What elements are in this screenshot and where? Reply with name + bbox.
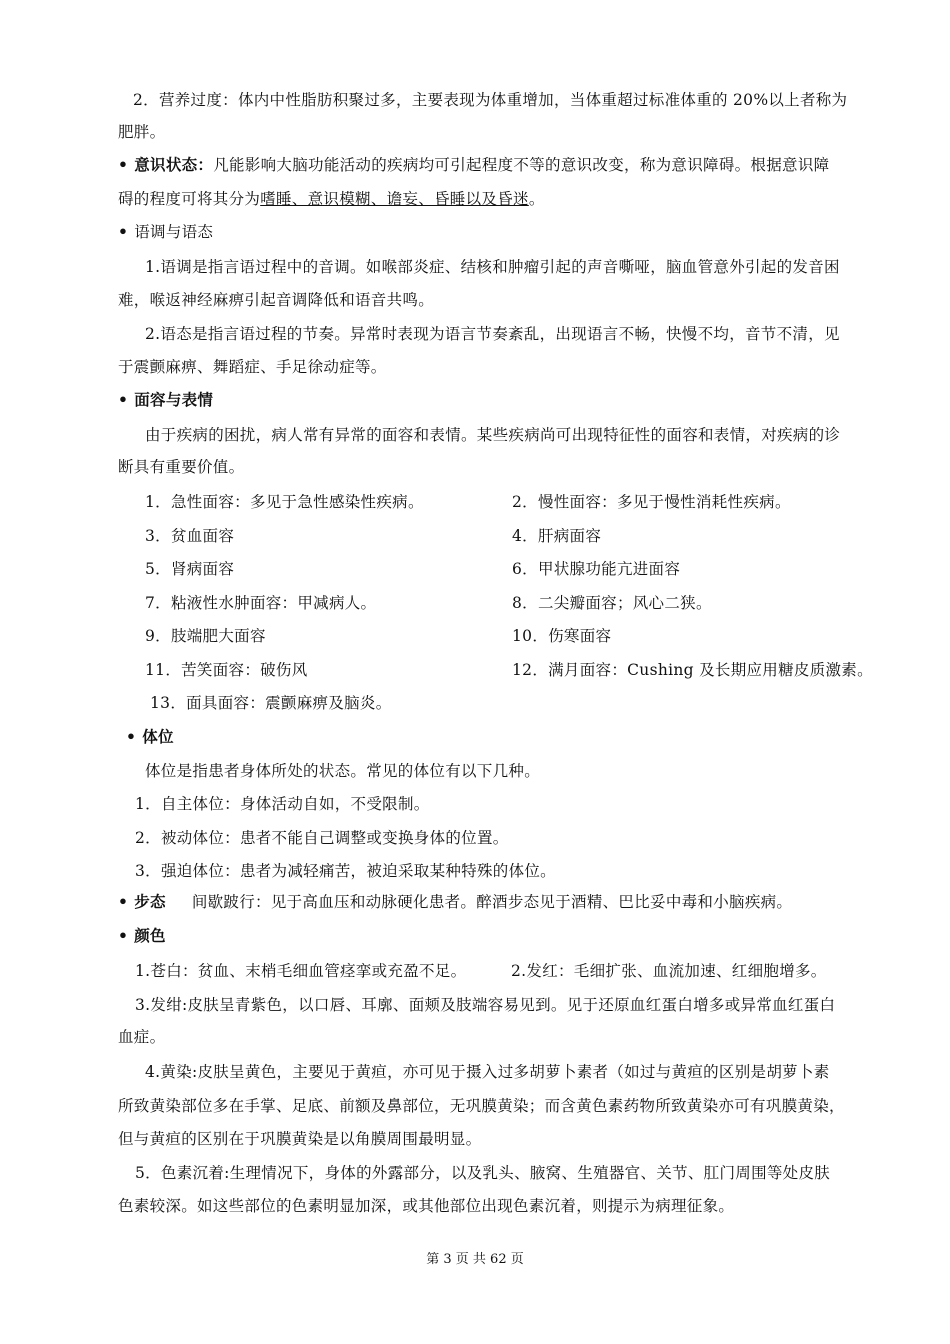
- paragraph-line: 断具有重要价值。: [118, 458, 245, 476]
- face-list-row: [145, 491, 905, 513]
- bullet-icon: •: [118, 222, 129, 241]
- paragraph-text: 。: [528, 190, 545, 208]
- list-item: 2．被动体位：患者不能自己调整或变换身体的位置。: [135, 829, 509, 847]
- list-item: 1．自主体位：身体活动自如，不受限制。: [135, 795, 430, 813]
- face-list-row: [145, 558, 905, 580]
- paragraph-text: 碍的程度可将其分为: [118, 190, 261, 208]
- paragraph-line: 4.黄染:皮肤呈黄色，主要见于黄疸，亦可见于摄入过多胡萝卜素者（如过与黄疸的区别是胡萝卜素: [145, 1063, 830, 1081]
- face-list-row: [145, 625, 905, 647]
- bullet-icon: •: [118, 155, 129, 174]
- section-posture: [126, 726, 886, 748]
- paragraph-line: 由于疾病的困扰，病人常有异常的面容和表情。某些疾病尚可出现特征性的面容和表情，对疾病的诊: [145, 426, 841, 444]
- paragraph-line: [135, 960, 895, 982]
- paragraph-line: 所致黄染部位多在手掌、足底、前额及鼻部位，无巩膜黄染；而含黄色素药物所致黄染亦可有巩膜黄染，: [118, 1097, 845, 1115]
- list-item: 3．贫血面容: [145, 527, 235, 545]
- list-item: 13．面具面容：震颤麻痹及脑炎。: [150, 694, 392, 712]
- list-item: 7．粘液性水肿面容：甲减病人。: [145, 594, 377, 612]
- paragraph-line: 2.语态是指言语过程的节奏。异常时表现为语言节奏紊乱，出现语言不畅，快慢不均，音节不清，见: [145, 325, 840, 343]
- face-list-row: [145, 525, 905, 547]
- section-consciousness: [118, 154, 878, 176]
- list-item: 2．慢性面容：多见于慢性消耗性疾病。: [512, 493, 791, 511]
- face-list-row: [145, 659, 905, 681]
- underlined-text: 嗜睡、意识模糊、谵妄、昏睡以及昏迷: [260, 190, 529, 208]
- paragraph-line: 体位是指患者身体所处的状态。常见的体位有以下几种。: [145, 762, 541, 780]
- bullet-icon: •: [126, 727, 137, 746]
- list-item: 5．肾病面容: [145, 560, 235, 578]
- paragraph-line: 1.语调是指言语过程中的音调。如喉部炎症、结核和肿瘤引起的声音嘶哑，脑血管意外引起的发音困: [145, 258, 840, 276]
- paragraph-line: [118, 188, 878, 210]
- paragraph-text: 间歇跛行：见于高血压和动脉硬化患者。醉酒步态见于酒精、巴比妥中毒和小脑疾病。: [191, 893, 793, 911]
- list-item: 9．肢端肥大面容: [145, 627, 266, 645]
- section-color: [118, 925, 878, 947]
- paragraph-line: 但与黄疸的区别在于巩膜黄染是以角膜周围最明显。: [118, 1130, 482, 1148]
- list-item: 6．甲状腺功能亢进面容: [512, 560, 681, 578]
- page-footer: 第 3 页 共 62 页: [426, 1252, 524, 1267]
- face-list-row: [145, 592, 905, 614]
- section-face: [118, 389, 878, 411]
- section-heading: 颜色: [134, 926, 166, 945]
- list-item: 2.发红：毛细扩张、血流加速、红细胞增多。: [511, 962, 827, 980]
- list-item: 12．满月面容：Cushing 及长期应用糖皮质激素。: [512, 661, 873, 679]
- paragraph-line: 色素较深。如这些部位的色素明显加深，或其他部位出现色素沉着，则提示为病理征象。: [118, 1197, 735, 1215]
- paragraph-line: 3.发绀:皮肤呈青紫色，以口唇、耳廓、面颊及肢端容易见到。见于还原血红蛋白增多或异常血红蛋白: [135, 996, 836, 1014]
- section-heading: 语调与语态: [134, 223, 214, 241]
- paragraph-text: 凡能影响大脑功能活动的疾病均可引起程度不等的意识改变，称为意识障碍。根据意识障: [213, 156, 830, 174]
- section-tone: [118, 221, 878, 243]
- list-item: 3．强迫体位：患者为减轻痛苦，被迫采取某种特殊的体位。: [135, 862, 556, 880]
- paragraph-line: 5．色素沉着:生理情况下，身体的外露部分，以及乳头、腋窝、生殖器官、关节、肛门周围等处皮肤: [135, 1164, 831, 1182]
- bullet-icon: •: [118, 892, 129, 911]
- paragraph-line: 于震颤麻痹、舞蹈症、手足徐动症等。: [118, 358, 387, 376]
- paragraph-line: 肥胖。: [118, 123, 166, 141]
- list-item: 1.苍白：贫血、末梢毛细血管痉挛或充盈不足。: [135, 962, 467, 980]
- bullet-icon: •: [118, 390, 129, 409]
- paragraph-line: 2．营养过度：体内中性脂肪积聚过多，主要表现为体重增加，当体重超过标准体重的 20%以上者称为: [133, 91, 848, 109]
- list-item: 1．急性面容：多见于急性感染性疾病。: [145, 493, 424, 511]
- bullet-icon: •: [118, 926, 129, 945]
- section-heading: 步态: [134, 892, 166, 911]
- list-item: 8．二尖瓣面容；风心二狭。: [512, 594, 712, 612]
- section-heading: 意识状态：: [134, 155, 214, 174]
- list-item: 10．伤寒面容: [512, 627, 612, 645]
- list-item: 11．苦笑面容：破伤风: [145, 661, 308, 679]
- section-heading: 面容与表情: [134, 390, 214, 409]
- list-item: 4．肝病面容: [512, 527, 602, 545]
- paragraph-line: 难，喉返神经麻痹引起音调降低和语音共鸣。: [118, 291, 435, 309]
- paragraph-line: 血症。: [118, 1028, 166, 1046]
- section-gait: [118, 891, 878, 913]
- section-heading: 体位: [142, 727, 174, 746]
